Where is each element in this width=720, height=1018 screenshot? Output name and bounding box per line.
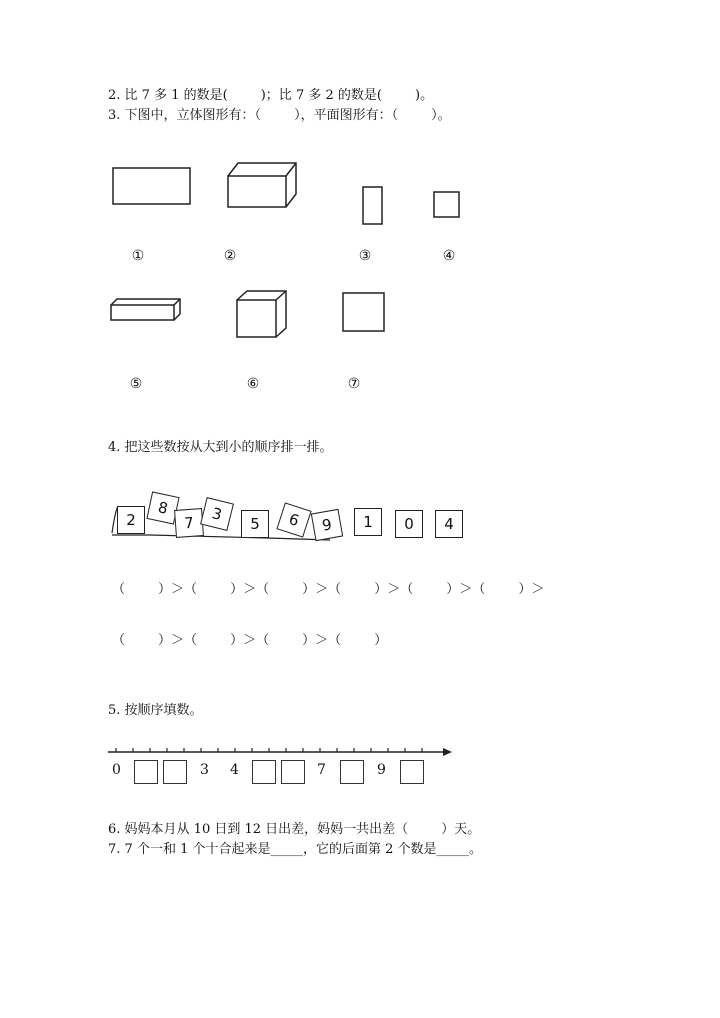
label-shape-5: ⑤ (129, 376, 143, 392)
answer-box[interactable] (163, 760, 187, 784)
label-shape-7: ⑦ (347, 376, 361, 392)
question-4: 4. 把这些数按从大到小的顺序排一排。 (108, 440, 333, 455)
label-shape-4: ④ (442, 248, 456, 264)
answer-box[interactable] (252, 760, 276, 784)
question-3: 3. 下图中，立体图形有：（ ），平面图形有：（ ）。 (108, 108, 451, 123)
number-card: 1 (354, 508, 382, 536)
number-card: 4 (435, 510, 463, 538)
number-card: 3 (200, 497, 234, 531)
number-card: 2 (117, 506, 145, 534)
label-shape-3: ③ (358, 248, 372, 264)
number-card: 6 (276, 502, 311, 537)
label-shape-1: ① (131, 248, 145, 264)
number-line-label: 0 (112, 762, 121, 778)
question-5: 5. 按顺序填数。 (108, 703, 203, 718)
answer-box[interactable] (134, 760, 158, 784)
number-card: 5 (241, 510, 269, 538)
answer-box[interactable] (340, 760, 364, 784)
question-7: 7. 7 个一和 1 个十合起来是_____，它的后面第 2 个数是_____。 (108, 842, 483, 857)
label-shape-2: ② (223, 248, 237, 264)
number-card: 7 (174, 508, 204, 538)
number-card: 9 (311, 509, 343, 541)
order-row-1: （ ）＞（ ）＞（ ）＞（ ）＞（ ）＞（ ）＞ (112, 582, 545, 597)
number-card: 8 (146, 491, 179, 524)
answer-box[interactable] (400, 760, 424, 784)
question-2: 2. 比 7 多 1 的数是( )；比 7 多 2 的数是( )。 (108, 88, 434, 103)
question-6: 6. 妈妈本月从 10 日到 12 日出差，妈妈一共出差（ ）天。 (108, 822, 481, 837)
order-row-2: （ ）＞（ ）＞（ ）＞（ ） (112, 633, 388, 648)
number-card: 0 (395, 510, 423, 538)
label-shape-6: ⑥ (246, 376, 260, 392)
answer-box[interactable] (281, 760, 305, 784)
number-line-label: 3 (200, 762, 209, 778)
number-line-label: 7 (317, 762, 326, 778)
number-line-label: 4 (230, 762, 239, 778)
number-line-label: 9 (377, 762, 386, 778)
